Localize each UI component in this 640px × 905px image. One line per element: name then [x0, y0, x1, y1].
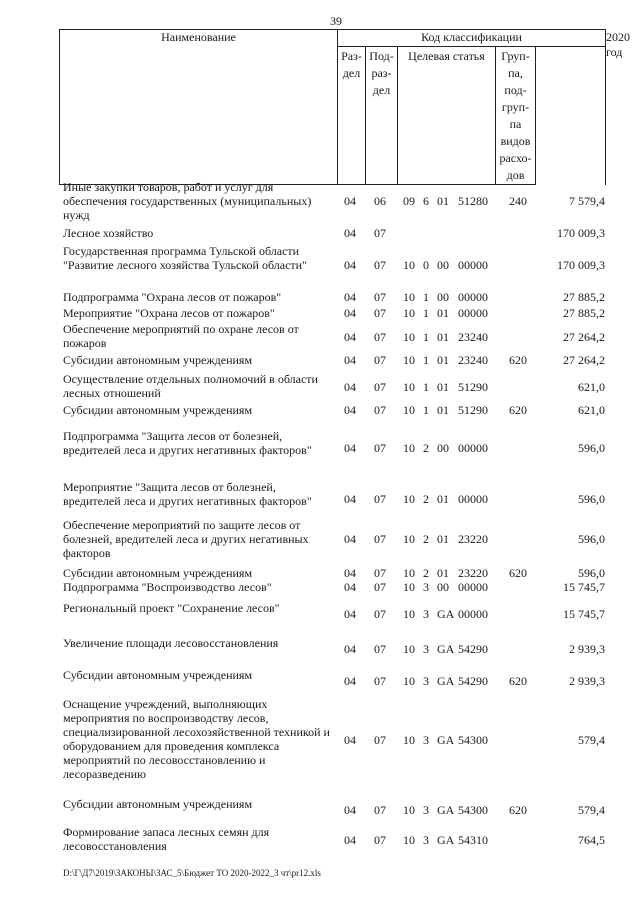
row-code-pr: 07	[374, 733, 386, 747]
row-name: Подпрограмма "Охрана лесов от пожаров"	[63, 290, 282, 304]
row-code-p3: 00	[437, 290, 449, 304]
row-sum: 596,0	[578, 492, 605, 506]
row-code-p1: 09	[403, 194, 415, 208]
row-sum: 764,5	[578, 833, 605, 847]
row-code-rz: 04	[344, 607, 356, 621]
row-code-vr: 620	[509, 674, 527, 688]
row-code-p1: 10	[403, 380, 415, 394]
row-code-p2: 1	[423, 290, 429, 304]
row-code-rz: 04	[344, 258, 356, 272]
row-sum: 596,0	[578, 441, 605, 455]
row-sum: 27 264,2	[563, 353, 605, 367]
row-name: Мероприятие "Охрана лесов от пожаров"	[63, 306, 275, 320]
row-code-rz: 04	[344, 290, 356, 304]
row-code-p4: 51290	[458, 403, 488, 417]
row-code-pr: 06	[374, 194, 386, 208]
row-code-p4: 54300	[458, 803, 488, 817]
row-name: Подпрограмма "Воспроизводство лесов"	[63, 580, 272, 594]
row-code-rz: 04	[344, 580, 356, 594]
row-code-rz: 04	[344, 330, 356, 344]
row-sum: 170 009,3	[557, 226, 605, 240]
page-number: 39	[330, 14, 342, 28]
row-code-p2: 2	[423, 492, 429, 506]
row-code-rz: 04	[344, 194, 356, 208]
row-code-p2: 3	[423, 642, 429, 656]
row-code-p4: 23220	[458, 532, 488, 546]
row-code-p1: 10	[403, 492, 415, 506]
row-code-rz: 04	[344, 566, 356, 580]
row-code-p2: 1	[423, 403, 429, 417]
row-code-p1: 10	[403, 580, 415, 594]
row-code-p2: 2	[423, 441, 429, 455]
row-code-vr: 620	[509, 403, 527, 417]
row-code-pr: 07	[374, 380, 386, 394]
row-code-pr: 07	[374, 566, 386, 580]
row-code-p1: 10	[403, 674, 415, 688]
row-sum: 2 939,3	[569, 642, 605, 656]
row-code-rz: 04	[344, 306, 356, 320]
row-code-rz: 04	[344, 674, 356, 688]
row-code-p1: 10	[403, 532, 415, 546]
row-sum: 27 264,2	[563, 330, 605, 344]
row-code-pr: 07	[374, 441, 386, 455]
row-code-rz: 04	[344, 380, 356, 394]
row-name: Оснащение учреждений, выполняющих мероприятия по воспроизводству лесов, специализированной лесохозяйственной техникой и оборудованием для проведения комплекса мероприятий по лесовосстановлению и лесоразведению	[63, 697, 330, 781]
row-name: Субсидии автономным учреждениям	[63, 403, 253, 417]
row-code-pr: 07	[374, 403, 386, 417]
row-code-rz: 04	[344, 833, 356, 847]
row-code-p3: 00	[437, 441, 449, 455]
row-code-pr: 07	[374, 642, 386, 656]
header-podrazdel: Под- раз- дел	[366, 47, 398, 185]
row-code-p1: 10	[403, 607, 415, 621]
row-code-p2: 3	[423, 674, 429, 688]
row-sum: 621,0	[578, 403, 605, 417]
row-name: Подпрограмма "Защита лесов от болезней, вредителей леса и других негативных факторов"	[63, 429, 312, 457]
row-name: Субсидии автономным учреждениям	[63, 797, 253, 811]
row-code-p1: 10	[403, 306, 415, 320]
row-code-pr: 07	[374, 353, 386, 367]
row-code-rz: 04	[344, 492, 356, 506]
header-target: Целевая статья	[398, 47, 496, 185]
row-code-p3: 01	[437, 194, 449, 208]
row-name: Субсидии автономным учреждениям	[63, 353, 253, 367]
table-header: Наименование Код классификации 2020 год Раз- дел Под- раз- дел Целевая статья Груп- па, под- груп- па видов расхо- дов	[59, 29, 606, 185]
row-code-p4: 00000	[458, 258, 488, 272]
row-code-p2: 3	[423, 803, 429, 817]
row-code-p4: 54310	[458, 833, 488, 847]
row-name: Обеспечение мероприятий по охране лесов от пожаров	[63, 322, 299, 350]
row-code-rz: 04	[344, 226, 356, 240]
row-code-p4: 23240	[458, 330, 488, 344]
row-code-p4: 00000	[458, 306, 488, 320]
row-code-pr: 07	[374, 833, 386, 847]
row-code-p3: 01	[437, 353, 449, 367]
row-code-p2: 1	[423, 330, 429, 344]
row-code-vr: 620	[509, 803, 527, 817]
row-code-p1: 10	[403, 330, 415, 344]
row-code-p2: 6	[423, 194, 429, 208]
row-code-p4: 54290	[458, 674, 488, 688]
header-razdel: Раз- дел	[338, 47, 366, 185]
row-sum: 579,4	[578, 803, 605, 817]
row-code-p3: 01	[437, 380, 449, 394]
row-code-p1: 10	[403, 353, 415, 367]
row-code-p3: 01	[437, 492, 449, 506]
row-code-p4: 54290	[458, 642, 488, 656]
row-code-rz: 04	[344, 733, 356, 747]
row-code-p1: 10	[403, 403, 415, 417]
row-code-vr: 620	[509, 353, 527, 367]
row-code-p3: 01	[437, 306, 449, 320]
file-path-footer: D:\Г\Д7\2019\ЗАКОНЫ\ЗАС_5\Бюджет ТО 2020-2022_3 чт\pr12.xls	[63, 868, 321, 878]
row-code-p3: GA	[437, 642, 455, 656]
row-code-p1: 10	[403, 290, 415, 304]
row-code-pr: 07	[374, 803, 386, 817]
row-code-vr: 240	[509, 194, 527, 208]
row-code-p3: 00	[437, 580, 449, 594]
row-code-p3: 01	[437, 566, 449, 580]
row-code-rz: 04	[344, 642, 356, 656]
row-code-p4: 51290	[458, 380, 488, 394]
row-name: Лесное хозяйство	[63, 226, 154, 240]
row-code-p1: 10	[403, 258, 415, 272]
row-sum: 15 745,7	[563, 580, 605, 594]
row-sum: 7 579,4	[569, 194, 605, 208]
header-code: Код классификации	[338, 30, 606, 47]
row-sum: 15 745,7	[563, 607, 605, 621]
row-code-rz: 04	[344, 353, 356, 367]
row-code-p4: 23220	[458, 566, 488, 580]
row-code-pr: 07	[374, 226, 386, 240]
row-code-vr: 620	[509, 566, 527, 580]
row-code-pr: 07	[374, 580, 386, 594]
row-name: Увеличение площади лесовосстановления	[63, 636, 279, 650]
row-code-p1: 10	[403, 803, 415, 817]
row-sum: 579,4	[578, 733, 605, 747]
row-code-rz: 04	[344, 532, 356, 546]
row-code-p2: 2	[423, 532, 429, 546]
row-code-p2: 0	[423, 258, 429, 272]
row-code-p3: GA	[437, 733, 455, 747]
row-code-p3: GA	[437, 803, 455, 817]
row-code-p3: GA	[437, 607, 455, 621]
row-name: Формирование запаса лесных семян для лесовосстановления	[63, 825, 270, 853]
row-code-p1: 10	[403, 642, 415, 656]
header-name: Наименование	[60, 30, 338, 185]
row-code-pr: 07	[374, 674, 386, 688]
row-code-p3: 01	[437, 403, 449, 417]
row-code-p1: 10	[403, 441, 415, 455]
header-vid: Груп- па, под- груп- па видов расхо- дов	[496, 47, 536, 185]
row-code-p4: 00000	[458, 290, 488, 304]
row-name: Осуществление отдельных полномочий в области лесных отношений	[63, 372, 318, 400]
row-code-p2: 3	[423, 607, 429, 621]
row-code-pr: 07	[374, 532, 386, 546]
row-code-p2: 1	[423, 306, 429, 320]
row-code-pr: 07	[374, 492, 386, 506]
row-code-rz: 04	[344, 803, 356, 817]
row-code-p2: 1	[423, 353, 429, 367]
row-code-p1: 10	[403, 566, 415, 580]
row-code-p4: 51280	[458, 194, 488, 208]
row-sum: 27 885,2	[563, 306, 605, 320]
row-code-p2: 2	[423, 566, 429, 580]
row-code-p2: 3	[423, 580, 429, 594]
row-name: Региональный проект "Сохранение лесов"	[63, 601, 280, 615]
row-code-p4: 00000	[458, 607, 488, 621]
row-code-p3: GA	[437, 833, 455, 847]
row-code-p2: 3	[423, 733, 429, 747]
row-code-pr: 07	[374, 306, 386, 320]
row-code-p1: 10	[403, 733, 415, 747]
row-code-pr: 07	[374, 290, 386, 304]
row-code-p4: 00000	[458, 441, 488, 455]
row-code-p4: 00000	[458, 580, 488, 594]
row-name: Субсидии автономным учреждениям	[63, 668, 253, 682]
row-sum: 170 009,3	[557, 258, 605, 272]
row-code-p3: 00	[437, 258, 449, 272]
row-code-rz: 04	[344, 403, 356, 417]
row-sum: 27 885,2	[563, 290, 605, 304]
row-name: Иные закупки товаров, работ и услуг для обеспечения государственных (муниципальных) нужд	[63, 180, 312, 222]
row-code-p2: 1	[423, 380, 429, 394]
row-sum: 596,0	[578, 532, 605, 546]
row-code-p4: 54300	[458, 733, 488, 747]
row-code-p3: 01	[437, 532, 449, 546]
row-code-p4: 23240	[458, 353, 488, 367]
row-code-pr: 07	[374, 607, 386, 621]
row-code-p1: 10	[403, 833, 415, 847]
row-name: Мероприятие "Защита лесов от болезней, вредителей леса и других негативных факторов"	[63, 480, 312, 508]
row-code-p3: GA	[437, 674, 455, 688]
row-name: Обеспечение мероприятий по защите лесов от болезней, вредителей леса и других негативных факторов	[63, 518, 309, 560]
row-code-rz: 04	[344, 441, 356, 455]
row-code-pr: 07	[374, 258, 386, 272]
row-name: Субсидии автономным учреждениям	[63, 566, 253, 580]
row-sum: 596,0	[578, 566, 605, 580]
row-code-p3: 01	[437, 330, 449, 344]
row-name: Государственная программа Тульской области "Развитие лесного хозяйства Тульской области"	[63, 244, 307, 272]
row-code-p4: 00000	[458, 492, 488, 506]
row-sum: 2 939,3	[569, 674, 605, 688]
row-code-p2: 3	[423, 833, 429, 847]
row-sum: 621,0	[578, 380, 605, 394]
row-code-pr: 07	[374, 330, 386, 344]
